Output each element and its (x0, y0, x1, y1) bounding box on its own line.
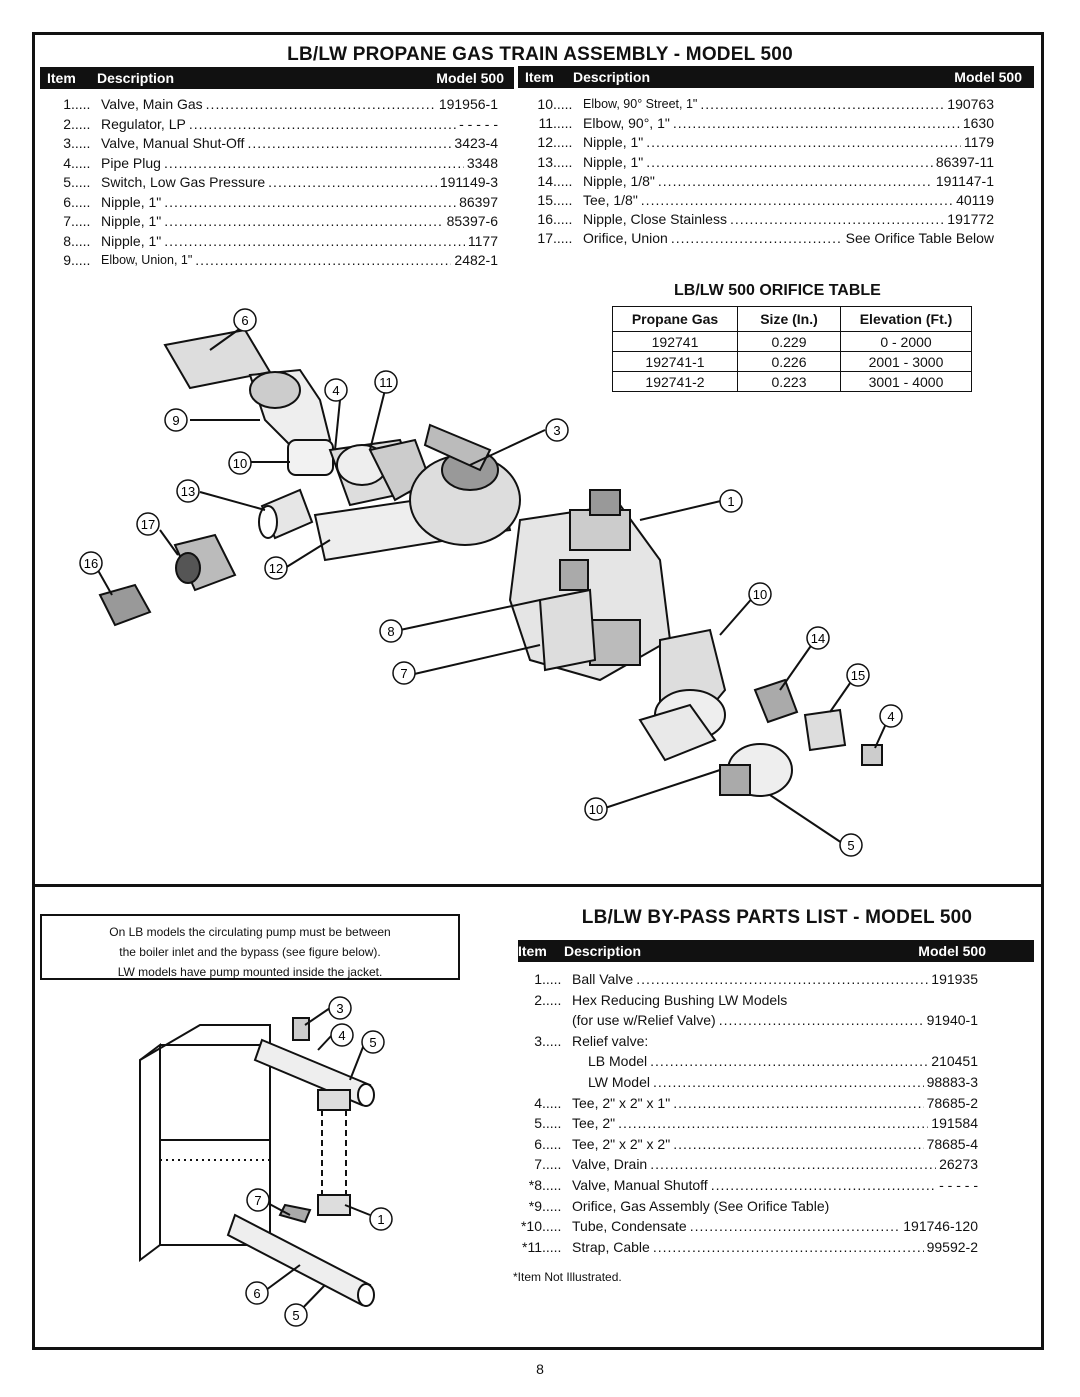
part-number: 40119 (956, 192, 994, 208)
table-cell: 0.226 (738, 352, 841, 372)
part-number: - - - - - (459, 115, 498, 132)
dot-leader (653, 1238, 924, 1258)
dot-leader (542, 1052, 572, 1072)
part-number: 99592-2 (926, 1238, 978, 1255)
item-number: 1 (534, 971, 542, 987)
item-description: Orifice, Gas Assembly (See Orifice Table) (572, 1197, 830, 1214)
item-description: Tee, 1/8" (583, 192, 638, 208)
item-number: 4 (534, 1094, 542, 1111)
callout-label: 1 (377, 1212, 385, 1227)
item-number: 1 (63, 96, 71, 112)
dot-leader (719, 1011, 924, 1031)
item-description: Nipple, 1" (583, 153, 644, 170)
list-item (500, 1197, 978, 1217)
table-cell: 2001 - 3000 (841, 352, 972, 372)
dot-leader (542, 1073, 572, 1093)
part-number: 210451 (931, 1053, 978, 1070)
list-item (40, 212, 498, 232)
item-number: *8 (528, 1177, 542, 1193)
callout-label: 7 (254, 1193, 262, 1208)
dot-leader: ..... (542, 1135, 562, 1152)
callout-label: 17 (140, 517, 156, 532)
item-description: Nipple, Close Stainless (583, 211, 727, 228)
callout-label: 3 (553, 423, 561, 438)
dot-leader: ..... (71, 96, 91, 112)
item-number: 6 (534, 1135, 542, 1152)
list-item (40, 95, 498, 115)
table-cell: 192741 (613, 332, 738, 352)
dot-leader: ..... (71, 193, 91, 210)
part-number: 191147-1 (935, 172, 994, 189)
dot-leader: ..... (542, 1218, 562, 1235)
item-number (500, 1052, 542, 1072)
list-item (516, 172, 994, 192)
part-number: 91940-1 (926, 1012, 978, 1029)
table-cell: 0 - 2000 (841, 332, 972, 352)
list-item (500, 1011, 978, 1031)
dot-leader: ..... (542, 971, 562, 987)
callout-label: 10 (752, 587, 768, 602)
pump-note (40, 914, 460, 980)
part-number: 191956-1 (438, 96, 498, 112)
item-description: Strap, Cable (572, 1238, 650, 1255)
item-number: 15 (537, 192, 553, 208)
dot-leader: ..... (553, 153, 573, 170)
dot-leader: ..... (71, 135, 91, 151)
item-number: *11 (522, 1238, 542, 1255)
callout-label: 16 (83, 556, 99, 571)
table-cell: 3001 - 4000 (841, 372, 972, 392)
dot-leader: ..... (553, 172, 573, 189)
callout-label: 10 (588, 802, 604, 817)
dot-leader: ..... (553, 96, 573, 112)
part-number: 85397-6 (446, 213, 498, 229)
dot-leader: ..... (553, 230, 573, 247)
list-item (40, 115, 498, 135)
dot-leader (641, 191, 953, 211)
item-description: Orifice, Union (583, 230, 668, 247)
dot-leader (646, 153, 933, 173)
item-description: Tee, 2" x 2" x 1" (572, 1094, 671, 1111)
dot-leader (673, 1135, 923, 1155)
col-propane-gas: Propane Gas (613, 307, 738, 332)
item-number: 2 (534, 991, 542, 1008)
list-item (516, 229, 994, 249)
callout-label: 7 (400, 666, 408, 681)
callout-label: 6 (253, 1286, 261, 1301)
item-description: Elbow, 90° Street, 1" (583, 97, 698, 111)
item-description: Hex Reducing Bushing LW Models (572, 991, 788, 1008)
note-line: LW models have pump mounted inside the jacket. (117, 965, 383, 979)
table-cell: 192741-2 (613, 372, 738, 392)
item-description: LW Model (588, 1074, 650, 1090)
item-number (500, 1073, 542, 1093)
item-description: Pipe Plug (101, 154, 161, 171)
part-number: 86397-11 (935, 153, 994, 170)
part-number: 1179 (963, 134, 994, 151)
page-number: 8 (536, 1361, 544, 1377)
part-number: 191746-120 (903, 1218, 978, 1235)
bypass-title: LB/LW BY-PASS PARTS LIST - MODEL 500 (581, 907, 973, 928)
part-number: 191772 (947, 211, 994, 228)
dot-leader (646, 133, 961, 153)
dot-leader (164, 232, 465, 252)
part-number: - - - - - (939, 1177, 978, 1193)
item-description: Nipple, 1/8" (583, 172, 655, 189)
part-number: 26273 (939, 1156, 978, 1173)
dot-leader: ..... (71, 252, 91, 268)
item-description: Elbow, Union, 1" (101, 253, 193, 267)
item-number: 10 (537, 96, 553, 112)
header-item: Item (518, 943, 547, 959)
table-cell: 0.229 (738, 332, 841, 352)
list-item (500, 1052, 978, 1072)
part-number: 3423-4 (454, 135, 498, 151)
dot-leader (189, 115, 456, 135)
part-number: 191935 (931, 971, 978, 987)
item-number: 13 (537, 153, 553, 170)
gas-train-exploded-diagram (60, 290, 960, 880)
dot-leader: ..... (542, 1115, 562, 1132)
item-description: Nipple, 1" (101, 193, 162, 210)
list-item (40, 193, 498, 213)
item-description: Valve, Main Gas (101, 96, 203, 112)
header-model: Model 500 (436, 70, 504, 86)
item-number: 11 (538, 115, 553, 132)
part-number: 190763 (947, 96, 994, 112)
item-description: LB Model (588, 1053, 648, 1070)
list-item (516, 210, 994, 230)
dot-leader (650, 1155, 936, 1175)
part-number: 2482-1 (454, 252, 498, 268)
dot-leader (671, 229, 843, 249)
part-number: 78685-2 (926, 1094, 978, 1111)
part-number: 1630 (962, 115, 994, 132)
item-description: Tube, Condensate (572, 1218, 687, 1235)
dot-leader: ..... (71, 115, 91, 132)
dot-leader: ..... (542, 1197, 562, 1214)
item-description: Nipple, 1" (101, 213, 162, 229)
dot-leader: ..... (542, 1156, 562, 1173)
dot-leader (636, 970, 928, 990)
gas-train-title: LB/LW PROPANE GAS TRAIN ASSEMBLY - MODEL 500 (287, 44, 793, 65)
item-description: Valve, Manual Shutoff (572, 1177, 708, 1193)
list-item (516, 114, 994, 134)
part-number: 98883-3 (926, 1074, 978, 1090)
dot-leader (690, 1217, 901, 1237)
col-size: Size (In.) (738, 307, 841, 332)
dot-leader: ..... (553, 211, 573, 228)
header-item: Item (525, 69, 554, 85)
header-description: Description (573, 69, 651, 85)
list-item (40, 251, 498, 271)
dot-leader (650, 1052, 928, 1072)
callout-label: 1 (727, 494, 735, 509)
part-number: 1177 (467, 232, 498, 249)
callout-label: 6 (241, 313, 249, 328)
callout-label: 8 (387, 624, 395, 639)
list-item (516, 95, 994, 115)
left-table-header (40, 67, 514, 89)
dot-leader (653, 1073, 924, 1093)
dot-leader: ..... (553, 134, 573, 151)
dot-leader (247, 134, 451, 154)
callout-label: 13 (180, 484, 196, 499)
bypass-piping-diagram (130, 990, 400, 1330)
footnote: *Item Not Illustrated. (513, 1270, 622, 1284)
item-number: 4 (63, 154, 71, 171)
table-cell: 192741-1 (613, 352, 738, 372)
list-item (500, 1176, 978, 1196)
item-description: Tee, 2" (572, 1115, 616, 1132)
dot-leader (542, 1011, 572, 1031)
dot-leader (268, 173, 437, 193)
note-line: the boiler inlet and the bypass (see figure below). (119, 945, 381, 959)
item-number: 12 (537, 134, 553, 151)
item-number: 5 (534, 1115, 542, 1132)
callout-label: 11 (379, 375, 393, 390)
callout-label: 5 (369, 1035, 377, 1050)
item-description: Valve, Manual Shut-Off (101, 135, 245, 151)
col-elevation: Elevation (Ft.) (841, 307, 972, 332)
item-description: Nipple, 1" (583, 134, 644, 151)
part-number: 86397 (459, 193, 498, 210)
dot-leader: ..... (542, 1032, 562, 1049)
list-item (516, 191, 994, 211)
item-number: 5 (63, 174, 71, 190)
item-description: (for use w/Relief Valve) (572, 1012, 716, 1029)
header-model: Model 500 (954, 69, 1022, 85)
dot-leader: ..... (553, 115, 573, 132)
bypass-table-header (518, 940, 1034, 962)
dot-leader: ..... (542, 991, 562, 1008)
callout-label: 4 (338, 1028, 346, 1043)
item-description: Relief valve: (572, 1032, 649, 1049)
item-number: 7 (534, 1156, 542, 1173)
section-divider (35, 884, 1041, 887)
item-description: Regulator, LP (101, 115, 186, 132)
callout-label: 5 (847, 838, 855, 853)
list-item (500, 1217, 978, 1237)
list-item (500, 1135, 978, 1155)
list-item (500, 1073, 978, 1093)
dot-leader (711, 1176, 936, 1196)
item-number: 3 (534, 1032, 542, 1049)
dot-leader: ..... (542, 1238, 562, 1255)
header-description: Description (564, 943, 642, 959)
list-item (500, 1114, 978, 1134)
dot-leader (195, 251, 451, 271)
callout-label: 4 (332, 383, 340, 398)
item-number: 14 (537, 172, 553, 189)
item-number: 17 (537, 230, 553, 247)
item-number: *10 (520, 1218, 542, 1235)
dot-leader: ..... (71, 174, 91, 190)
list-item (40, 154, 498, 174)
list-item (500, 1094, 978, 1114)
item-number: 2 (63, 115, 71, 132)
dot-leader (206, 95, 436, 115)
part-number: 3348 (466, 154, 498, 171)
list-item (516, 153, 994, 173)
dot-leader: ..... (71, 154, 91, 171)
dot-leader (618, 1114, 928, 1134)
dot-leader (658, 172, 933, 192)
item-description: Elbow, 90°, 1" (583, 115, 670, 132)
part-number: 78685-4 (926, 1135, 978, 1152)
header-description: Description (97, 70, 175, 86)
list-item (500, 1238, 978, 1258)
table-cell: 0.223 (738, 372, 841, 392)
item-number: *9 (528, 1197, 542, 1214)
list-item (40, 134, 498, 154)
orifice-table-title: LB/LW 500 ORIFICE TABLE (674, 282, 881, 299)
item-number: 9 (63, 252, 71, 268)
header-item: Item (47, 70, 76, 86)
dot-leader (164, 154, 464, 174)
list-item (516, 133, 994, 153)
dot-leader (673, 1094, 923, 1114)
dot-leader (730, 210, 944, 230)
item-description: Tee, 2" x 2" x 2" (572, 1135, 671, 1152)
part-number: 191584 (931, 1115, 978, 1132)
note-line: On LB models the circulating pump must be between (109, 925, 391, 939)
dot-leader (164, 193, 456, 213)
item-number: 6 (63, 193, 71, 210)
callout-label: 5 (292, 1308, 300, 1323)
list-item (40, 173, 498, 193)
list-item (500, 1032, 978, 1052)
list-item (40, 232, 498, 252)
header-model: Model 500 (918, 943, 986, 959)
dot-leader (700, 95, 944, 115)
callout-label: 10 (232, 456, 248, 471)
dot-leader: ..... (71, 232, 91, 249)
part-number: See Orifice Table Below (845, 230, 994, 247)
part-number: 191149-3 (439, 174, 498, 190)
dot-leader: ..... (71, 213, 91, 229)
callout-label: 3 (336, 1001, 344, 1016)
right-table-header (518, 66, 1034, 88)
item-number: 7 (63, 213, 71, 229)
dot-leader: ..... (542, 1177, 562, 1193)
callout-label: 9 (172, 413, 180, 428)
item-number (500, 1011, 542, 1031)
item-number: 3 (63, 135, 71, 151)
item-number: 16 (537, 211, 553, 228)
list-item (500, 1155, 978, 1175)
list-item (500, 991, 978, 1011)
dot-leader (164, 212, 443, 232)
list-item (500, 970, 978, 990)
callout-label: 12 (268, 561, 284, 576)
item-description: Ball Valve (572, 971, 634, 987)
item-description: Valve, Drain (572, 1156, 648, 1173)
item-description: Switch, Low Gas Pressure (101, 174, 266, 190)
callout-label: 4 (887, 709, 895, 724)
callout-label: 14 (810, 631, 826, 646)
item-number: 8 (63, 232, 71, 249)
item-description: Nipple, 1" (101, 232, 162, 249)
dot-leader: ..... (553, 192, 573, 208)
dot-leader: ..... (542, 1094, 562, 1111)
dot-leader (673, 114, 960, 134)
callout-label: 15 (850, 668, 866, 683)
